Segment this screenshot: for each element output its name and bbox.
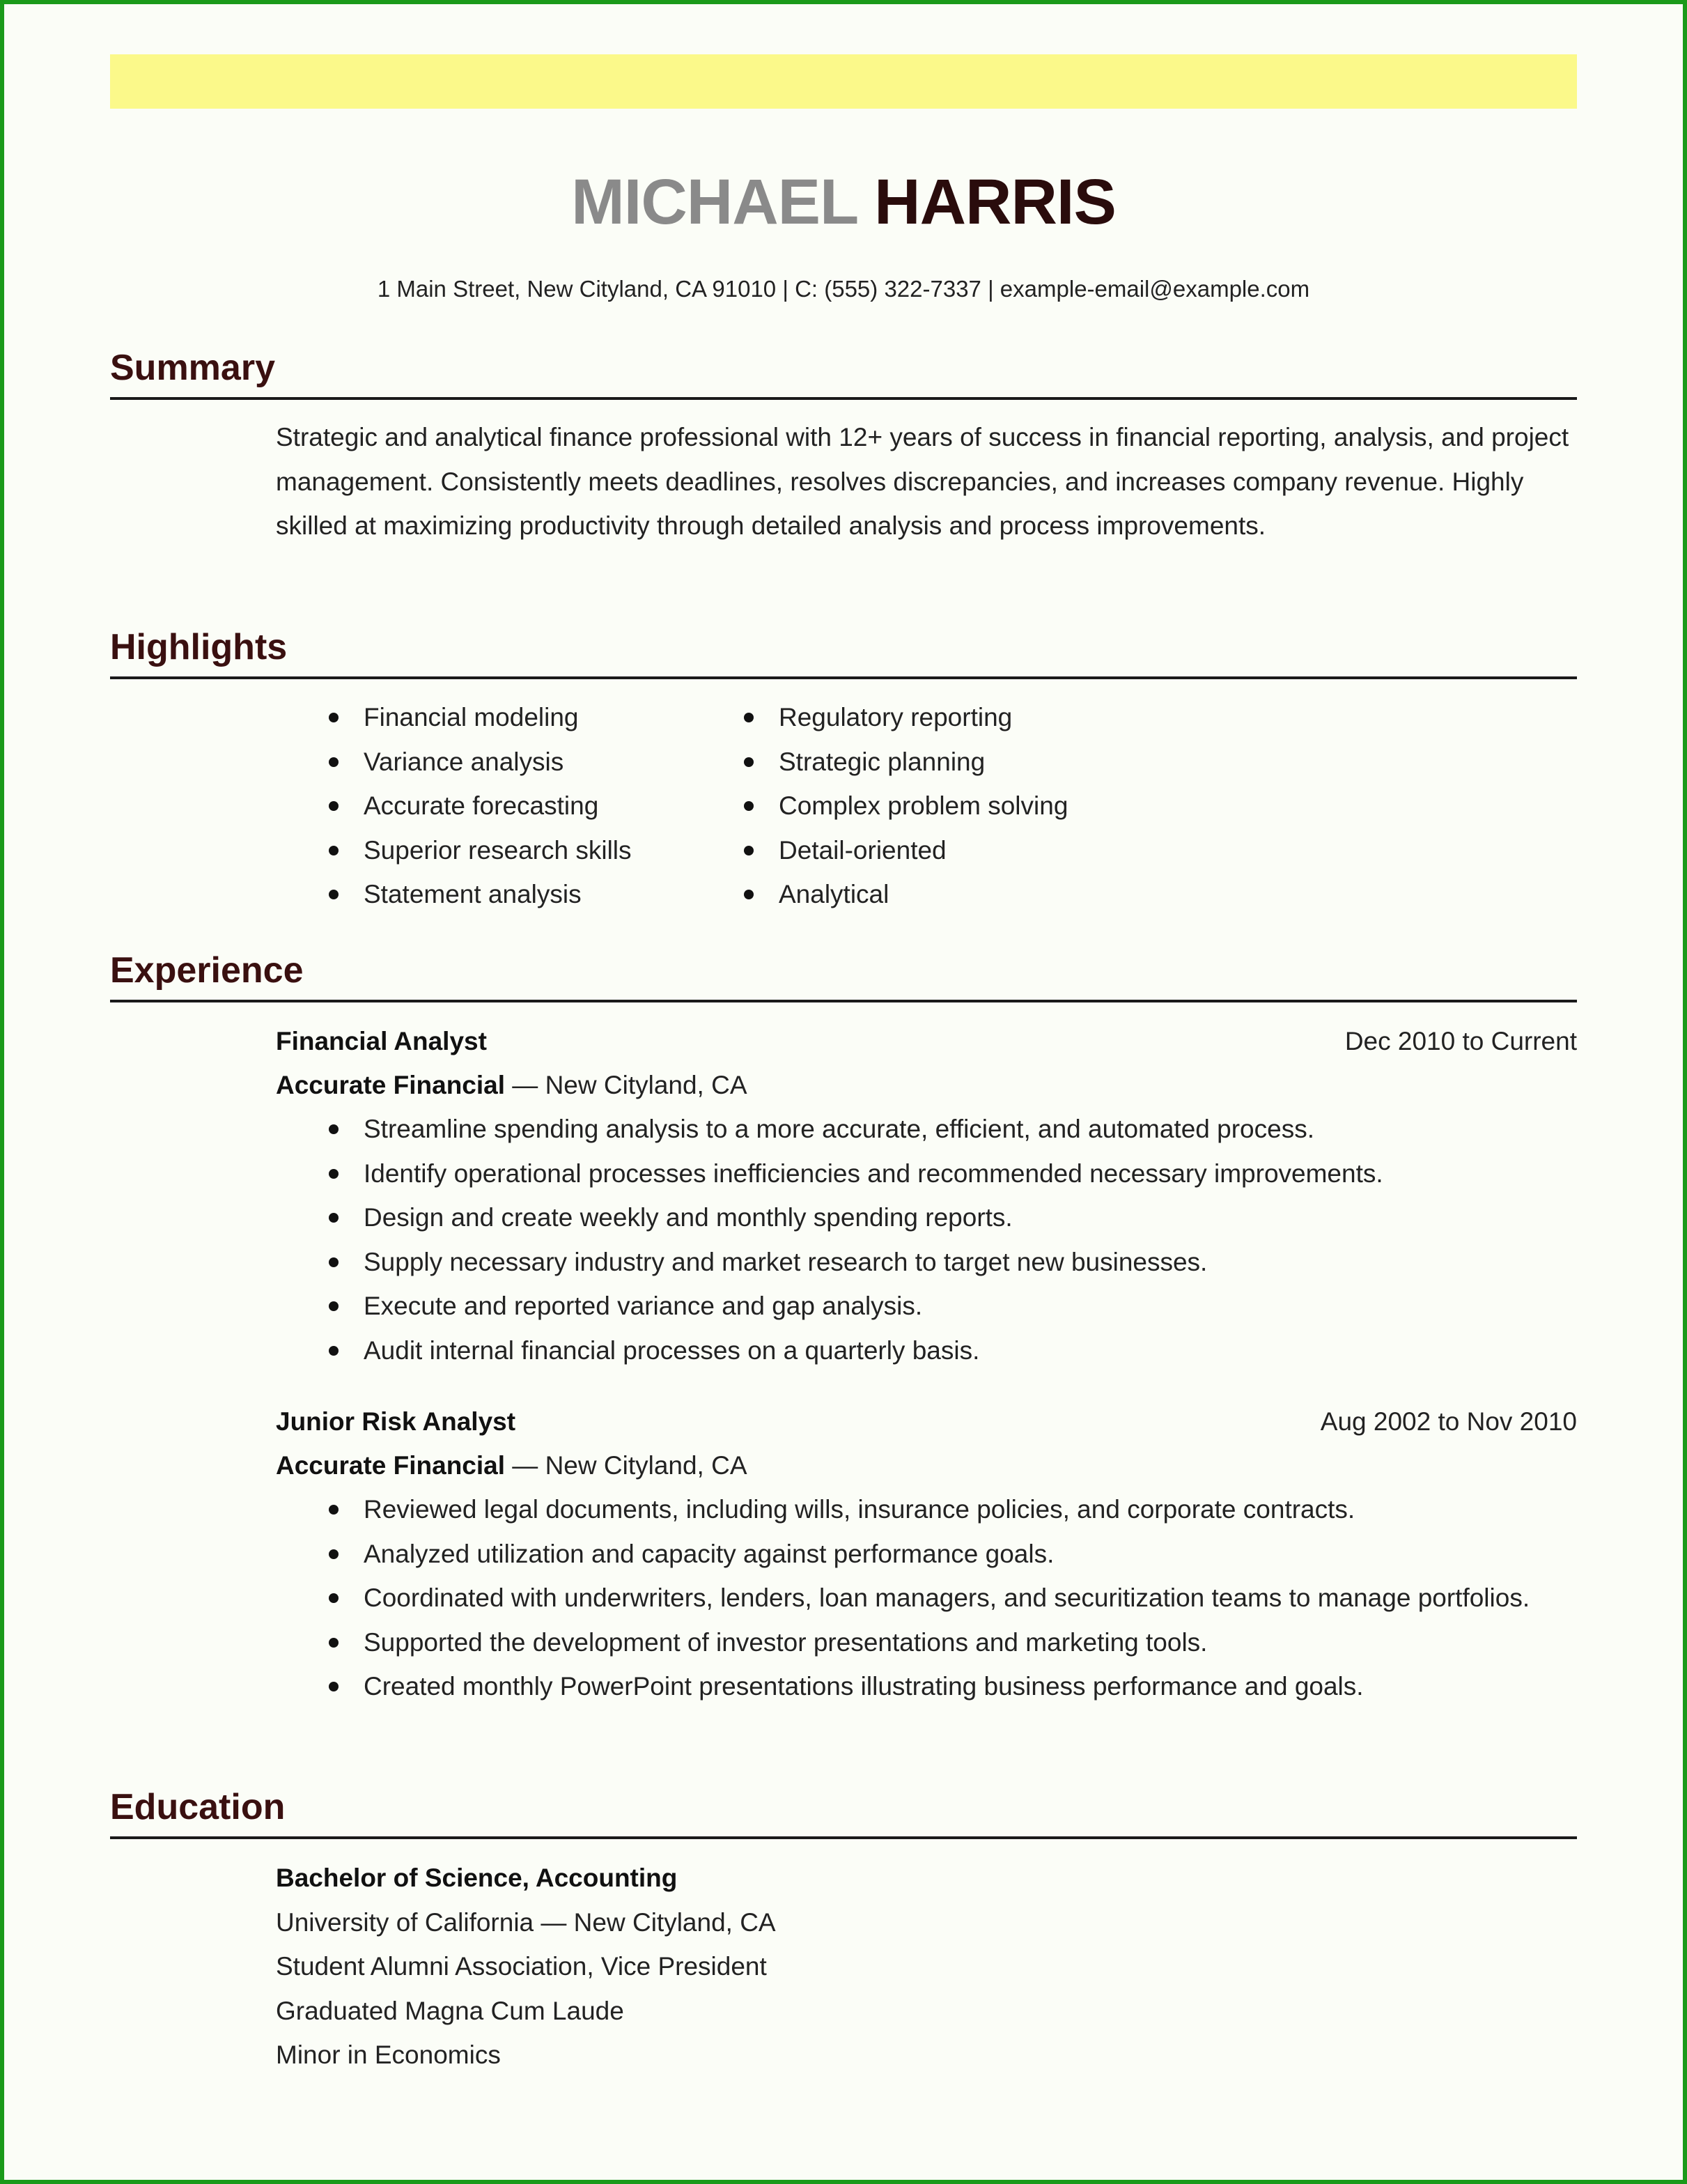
list-item: Accurate forecasting: [276, 784, 632, 828]
list-item: Audit internal financial processes on a quarterly basis.: [276, 1329, 1578, 1373]
job-dates: Dec 2010 to Current: [1344, 1027, 1577, 1055]
list-item: Identify operational processes inefficiencies and recommended necessary improvements.: [276, 1152, 1578, 1196]
section-title-education: Education: [110, 1787, 286, 1827]
company-location: — New Cityland, CA: [505, 1451, 747, 1480]
list-item: Streamline spending analysis to a more accurate, efficient, and automated process.: [276, 1107, 1578, 1152]
list-item: Superior research skills: [276, 828, 632, 873]
contact-line: 1 Main Street, New Cityland, CA 91010 | C: (555) 322-7337 | example-email@example.com: [377, 276, 1310, 302]
company-line: [276, 1071, 747, 1100]
job-bullets: [276, 1107, 1578, 1372]
section-divider: [110, 1836, 1577, 1839]
list-item: Analytical: [691, 872, 1068, 917]
list-item: Coordinated with underwriters, lenders, loan managers, and securitization teams to manage portfolios.: [276, 1576, 1578, 1620]
list-item: Variance analysis: [276, 740, 632, 784]
highlights-left-list: [276, 695, 632, 917]
education-detail: Graduated Magna Cum Laude: [276, 1996, 624, 2025]
section-divider: [110, 676, 1577, 679]
list-item: Financial modeling: [276, 695, 632, 740]
list-item: Strategic planning: [691, 740, 1068, 784]
list-item: Created monthly PowerPoint presentations illustrating business performance and goals.: [276, 1664, 1578, 1709]
list-item: Execute and reported variance and gap analysis.: [276, 1284, 1578, 1329]
list-item: Detail-oriented: [691, 828, 1068, 873]
list-item: Statement analysis: [276, 872, 632, 917]
candidate-name: [0, 166, 1687, 239]
section-title-experience: Experience: [110, 950, 304, 991]
job-bullets: [276, 1487, 1578, 1709]
education-detail: Student Alumni Association, Vice President: [276, 1952, 767, 1981]
company-name: Accurate Financial: [276, 1451, 506, 1480]
degree: Bachelor of Science, Accounting: [276, 1864, 678, 1892]
section-divider: [110, 1000, 1577, 1002]
list-item: Reviewed legal documents, including wills, insurance policies, and corporate contracts.: [276, 1487, 1578, 1532]
section-title-summary: Summary: [110, 348, 275, 388]
list-item: Supported the development of investor presentations and marketing tools.: [276, 1620, 1578, 1665]
company-location: — New Cityland, CA: [505, 1071, 747, 1099]
list-item: Complex problem solving: [691, 784, 1068, 828]
list-item: Analyzed utilization and capacity against performance goals.: [276, 1532, 1578, 1577]
list-item: Supply necessary industry and market research to target new businesses.: [276, 1240, 1578, 1285]
job-title: Junior Risk Analyst: [276, 1407, 516, 1436]
first-name: MICHAEL: [571, 166, 857, 238]
last-name: HARRIS: [874, 166, 1116, 238]
highlights-right-list: [691, 695, 1068, 917]
job-dates: Aug 2002 to Nov 2010: [1320, 1407, 1577, 1436]
company-name: Accurate Financial: [276, 1071, 506, 1099]
company-line: [276, 1451, 747, 1480]
school: University of California — New Cityland, CA: [276, 1907, 776, 1937]
header-accent-bar: [110, 54, 1577, 109]
job-title: Financial Analyst: [276, 1027, 487, 1055]
section-divider: [110, 397, 1577, 400]
education-block: [276, 1856, 776, 2077]
summary-text: Strategic and analytical finance professional with 12+ years of success in financial reporting, analysis, and project management. Consistently meets deadlines, resolves discrepancies, and increases company revenue. Highly skilled at maximizing productivity through detailed analysis and process improvements.: [276, 423, 1569, 540]
list-item: Regulatory reporting: [691, 695, 1068, 740]
education-detail: Minor in Economics: [276, 2040, 501, 2069]
section-title-highlights: Highlights: [110, 627, 288, 667]
list-item: Design and create weekly and monthly spending reports.: [276, 1195, 1578, 1240]
